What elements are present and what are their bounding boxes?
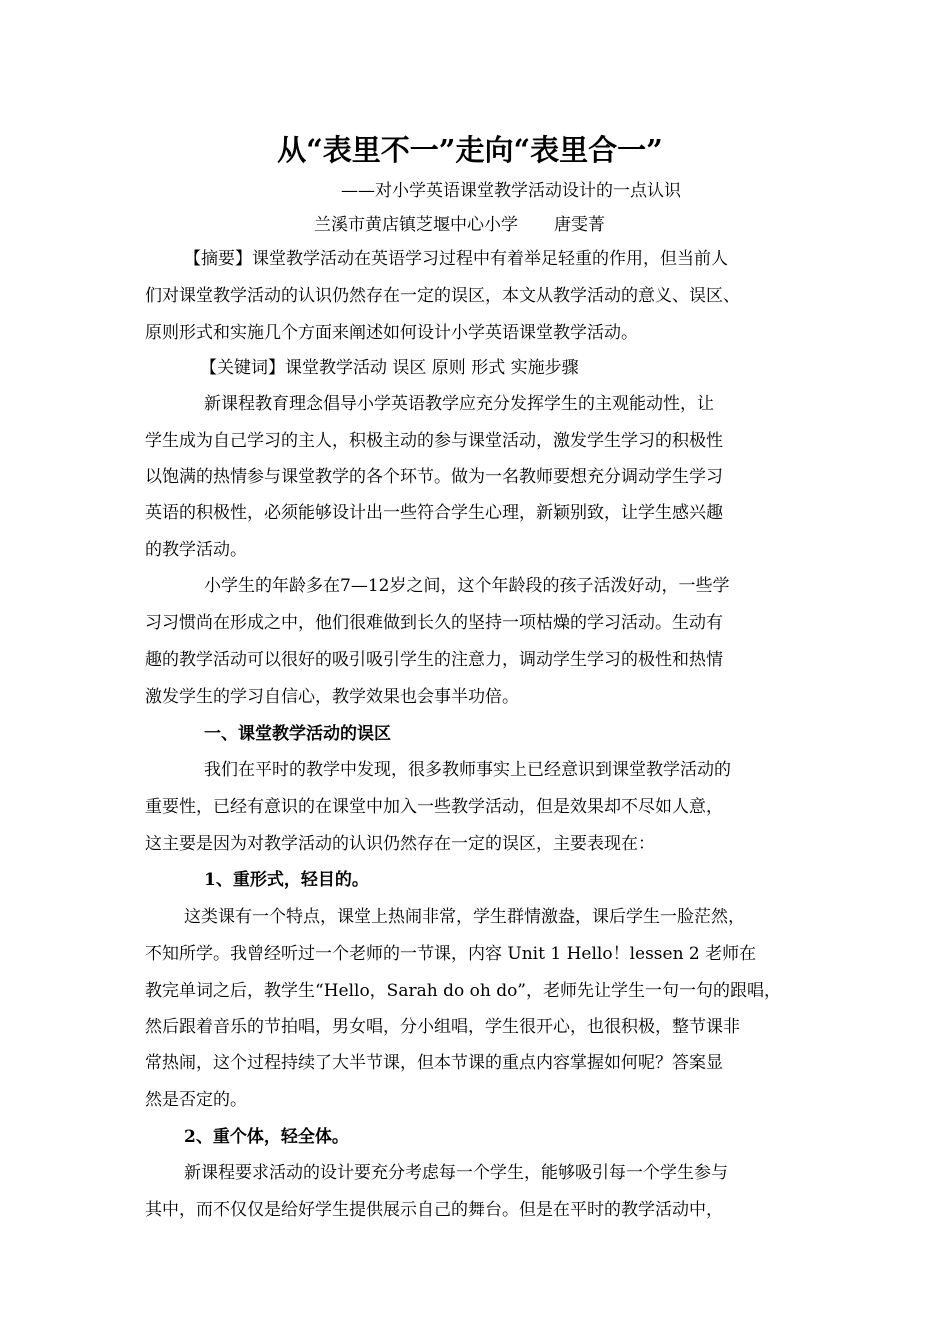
- document-subtitle: ——对小学英语课堂教学活动设计的一点认识: [341, 181, 681, 201]
- body-line-12: 这主要是因为对教学活动的认识仍然存在一定的误区，主要表现在：: [145, 834, 655, 854]
- body-line-6: 小学生的年龄多在7—12岁之间，这个年龄段的孩子活泼好动，一些学: [204, 576, 730, 596]
- abstract-line-2: 们对课堂教学活动的认识仍然存在一定的误区，本文从教学活动的意义、误区、: [145, 286, 740, 306]
- author-name: 唐雯菁: [554, 215, 605, 235]
- document-title: 从“表里不一”走向“表里合一”: [277, 133, 663, 167]
- abstract-line-1: 【摘要】课堂教学活动在英语学习过程中有着举足轻重的作用，但当前人: [184, 249, 728, 269]
- body-line-7: 习习惯尚在形成之中，他们很难做到长久的坚持一项枯燥的学习活动。生动有: [145, 613, 723, 633]
- body-line-14: 不知所学。我曾经听过一个老师的一节课，内容 Unit 1 Hello！lessen 2 老师在: [145, 944, 757, 964]
- body-line-16: 然后跟着音乐的节拍唱，男女唱，分小组唱，学生很开心，也很积极，整节课非: [145, 1017, 740, 1037]
- body-line-13: 这类课有一个特点，课堂上热闹非常，学生群情激盎，课后学生一脸茫然，: [184, 907, 745, 927]
- body-line-17: 常热闹，这个过程持续了大半节课，但本节课的重点内容掌握如何呢？答案显: [145, 1053, 723, 1073]
- body-line-2: 学生成为自己学习的主人，积极主动的参与课堂活动，激发学生学习的积极性: [145, 431, 723, 451]
- body-line-18: 然是否定的。: [145, 1090, 247, 1110]
- body-line-8: 趣的教学活动可以很好的吸引吸引学生的注意力，调动学生学习的极性和热情: [145, 650, 723, 670]
- body-line-10: 我们在平时的教学中发现，很多教师事实上已经意识到课堂教学活动的: [204, 760, 731, 780]
- body-line-5: 的教学活动。: [145, 540, 247, 560]
- subsection-heading-2: 2、重个体，轻全体。: [184, 1127, 349, 1147]
- subsection-heading-1: 1、重形式，轻目的。: [204, 870, 369, 890]
- body-line-4: 英语的积极性，必须能够设计出一些符合学生心理，新颖别致，让学生感兴趣: [145, 503, 723, 523]
- author-line: [314, 210, 605, 235]
- keywords-line: 【关键词】课堂教学活动 误区 原则 形式 实施步骤: [200, 358, 579, 378]
- author-school: 兰溪市黄店镇芝堰中心小学: [314, 215, 518, 235]
- abstract-line-3: 原则形式和实施几个方面来阐述如何设计小学英语课堂教学活动。: [145, 323, 638, 343]
- body-line-9: 激发学生的学习自信心，教学效果也会事半功倍。: [145, 687, 519, 707]
- body-line-19: 新课程要求活动的设计要充分考虑每一个学生，能够吸引每一个学生参与: [184, 1163, 728, 1183]
- body-line-15: 教完单词之后，教学生“Hello，Sarah do oh do”，老师先让学生一句一句的跟唱，: [145, 981, 781, 1001]
- section-heading-1: 一、课堂教学活动的误区: [204, 724, 391, 744]
- body-line-11: 重要性，已经有意识的在课堂中加入一些教学活动，但是效果却不尽如人意，: [145, 797, 723, 817]
- body-line-1: 新课程教育理念倡导小学英语教学应充分发挥学生的主观能动性，让: [204, 394, 714, 414]
- body-line-20: 其中，而不仅仅是给好学生提供展示自己的舞台。但是在平时的教学活动中，: [145, 1200, 723, 1220]
- body-line-3: 以饱满的热情参与课堂教学的各个环节。做为一名教师要想充分调动学生学习: [145, 467, 723, 487]
